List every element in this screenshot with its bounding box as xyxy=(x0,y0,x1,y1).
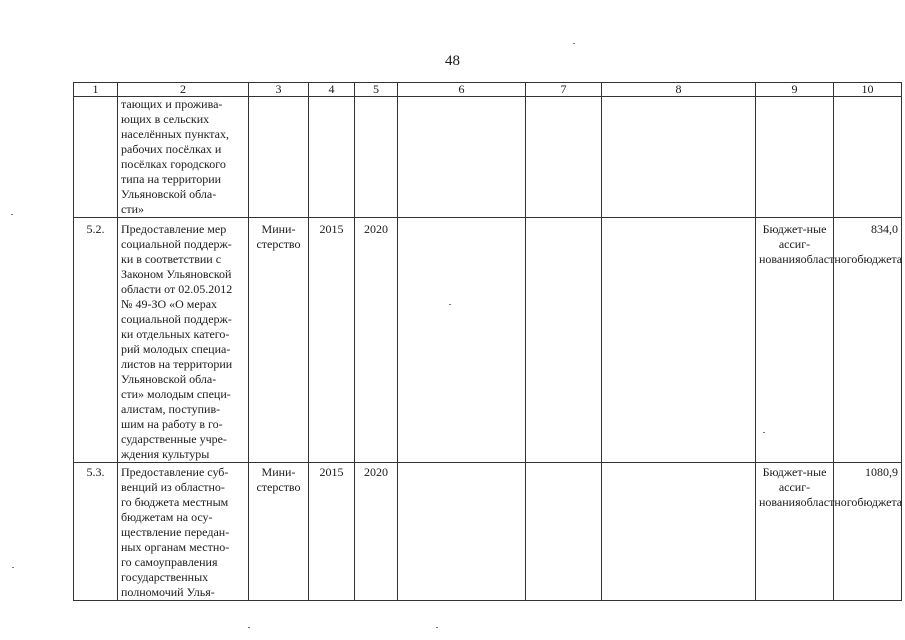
source-line: Бюджет- xyxy=(762,222,807,236)
description-line: алистам, поступив- xyxy=(121,402,221,416)
source-line: ные ассиг- xyxy=(778,222,827,251)
description-line: бюджетам на осу- xyxy=(121,510,213,524)
scan-speck xyxy=(763,432,765,433)
source-line: областного xyxy=(800,252,858,266)
description-line: рий молодых специа- xyxy=(121,342,231,356)
description-cell xyxy=(118,97,249,218)
amount-cell: 1080,9 xyxy=(834,463,902,601)
funding-source-cell xyxy=(756,97,834,218)
description-cell xyxy=(118,463,249,601)
description-line: листов на территории xyxy=(121,357,233,371)
scan-speck xyxy=(248,627,250,628)
end-year-cell: 2020 xyxy=(355,463,398,601)
executor-line: стерство xyxy=(256,237,301,251)
description-line: ществление передан- xyxy=(121,525,230,539)
description-line: Ульяновской обла- xyxy=(121,187,217,201)
header-col-10: 10 xyxy=(834,83,902,97)
description-line: населённых пунктах, xyxy=(121,127,229,141)
source-line: бюджета xyxy=(857,495,903,509)
executor-line: стерство xyxy=(256,480,301,494)
description-line: ющих в сельских xyxy=(121,112,210,126)
executor-line: Мини- xyxy=(261,465,296,479)
table-row xyxy=(74,218,902,463)
end-year-cell xyxy=(355,97,398,218)
amount-cell xyxy=(834,97,902,218)
col7-cell xyxy=(526,218,602,463)
source-line: областного xyxy=(800,495,858,509)
col6-cell xyxy=(398,463,526,601)
header-col-1: 1 xyxy=(74,83,118,97)
source-line: ные ассиг- xyxy=(778,465,827,494)
description-line: го самоуправления xyxy=(121,555,218,569)
table-row xyxy=(74,463,902,601)
header-row xyxy=(74,83,902,97)
col6-cell xyxy=(398,218,526,463)
description-line: Законом Ульяновской xyxy=(121,267,232,281)
description-line: ки в соответствии с xyxy=(121,252,222,266)
header-col-5: 5 xyxy=(355,83,398,97)
header-col-2: 2 xyxy=(118,83,249,97)
source-line: Бюджет- xyxy=(762,465,807,479)
description-line: сударственные учре- xyxy=(121,432,227,446)
page-number: 48 xyxy=(445,53,460,69)
description-line: сти» молодым специ- xyxy=(121,387,231,401)
col7-cell xyxy=(526,97,602,218)
row-number-cell: 5.3. xyxy=(74,463,118,601)
row-number-cell: 5.2. xyxy=(74,218,118,463)
description-line: го бюджета местным xyxy=(121,495,229,509)
scan-speck xyxy=(11,214,13,215)
scan-speck xyxy=(436,627,438,628)
row-number-cell xyxy=(74,97,118,218)
source-line: нования xyxy=(759,495,801,509)
header-col-9: 9 xyxy=(756,83,834,97)
header-col-8: 8 xyxy=(602,83,756,97)
header-col-3: 3 xyxy=(249,83,309,97)
start-year-cell: 2015 xyxy=(309,463,355,601)
table-row xyxy=(74,97,902,218)
description-line: типа на территории xyxy=(121,172,222,186)
source-line: бюджета xyxy=(857,252,903,266)
description-line: шим на работу в го- xyxy=(121,417,223,431)
amount-cell: 834,0 xyxy=(834,218,902,463)
executor-cell xyxy=(249,218,309,463)
start-year-cell xyxy=(309,97,355,218)
col8-cell xyxy=(602,218,756,463)
col6-cell xyxy=(398,97,526,218)
description-line: социальной поддерж- xyxy=(121,312,232,326)
description-cell xyxy=(118,218,249,463)
description-line: посёлках городского xyxy=(121,157,226,171)
header-col-7: 7 xyxy=(526,83,602,97)
description-line: Предоставление суб- xyxy=(121,465,229,479)
description-line: № 49-ЗО «О мерах xyxy=(121,297,218,311)
description-line: рабочих посёлках и xyxy=(121,142,222,156)
source-line: нования xyxy=(759,252,801,266)
end-year-cell: 2020 xyxy=(355,218,398,463)
col7-cell xyxy=(526,463,602,601)
header-col-6: 6 xyxy=(398,83,526,97)
scan-speck xyxy=(449,304,451,305)
description-line: Предоставление мер xyxy=(121,222,227,236)
header-col-4: 4 xyxy=(309,83,355,97)
executor-cell xyxy=(249,97,309,218)
program-table xyxy=(73,82,902,601)
executor-cell xyxy=(249,463,309,601)
scan-speck xyxy=(12,567,14,568)
start-year-cell: 2015 xyxy=(309,218,355,463)
col8-cell xyxy=(602,463,756,601)
description-line: венций из областно- xyxy=(121,480,225,494)
description-line: государственных xyxy=(121,570,209,584)
scan-speck xyxy=(573,43,575,44)
description-line: области от 02.05.2012 xyxy=(121,282,233,296)
col8-cell xyxy=(602,97,756,218)
description-line: сти» xyxy=(121,202,144,216)
description-line: ных органам местно- xyxy=(121,540,230,554)
description-line: ки отдельных катего- xyxy=(121,327,230,341)
description-line: полномочий Улья- xyxy=(121,585,215,599)
executor-line: Мини- xyxy=(261,222,296,236)
description-line: тающих и прожива- xyxy=(121,97,223,111)
description-line: социальной поддерж- xyxy=(121,237,232,251)
description-line: Ульяновской обла- xyxy=(121,372,217,386)
description-line: ждения культуры xyxy=(121,447,210,461)
